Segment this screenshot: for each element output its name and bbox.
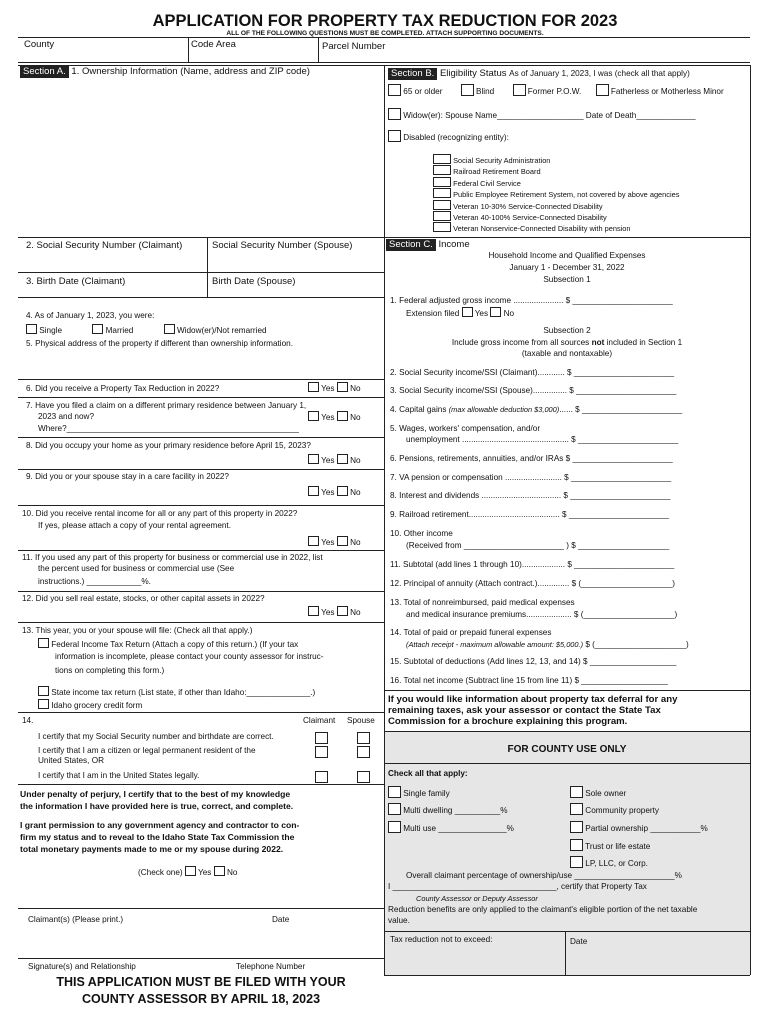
line-1-agi[interactable]: 1. Federal adjusted gross income ...................... $ ______________________ — [390, 296, 673, 305]
q10-label-1: 10. Did you receive rental income for all or any part of this property in 2022? — [22, 509, 298, 518]
q7-yes-no[interactable]: Yes No — [308, 411, 361, 423]
grant-1: I grant permission to any government agency and contractor to con- — [20, 820, 300, 830]
line-16[interactable]: 16. Total net income (Subtract line 15 from line 11) $ ___________________ — [390, 676, 668, 685]
grant-3: total monetary payments made to me or my spouse during 2022. — [20, 844, 284, 854]
parcel-number-field[interactable]: Parcel Number — [322, 41, 386, 52]
q11-label-2: the percent used for business or commercial use (See — [38, 564, 235, 573]
assessor-label: County Assessor or Deputy Assessor — [416, 894, 538, 903]
cert-citizen-claimant-checkbox[interactable] — [315, 743, 328, 761]
line-10b[interactable]: (Received from ______________________ ) $ ____________________ — [406, 541, 670, 550]
grant-check-one[interactable]: (Check one) Yes No — [138, 868, 238, 877]
ssn-claimant-label: 2. Social Security Number (Claimant) — [26, 240, 183, 251]
q7-label-1: 7. Have you filed a claim on a different primary residence between January 1, — [26, 401, 307, 410]
code-area-field[interactable]: Code Area — [191, 39, 236, 50]
line-14a: 14. Total of paid or prepaid funeral expenses — [390, 628, 552, 637]
cert-citizen-spouse-checkbox[interactable] — [357, 743, 370, 761]
spouse-col-header: Spouse — [347, 716, 375, 725]
footer-line-1: THIS APPLICATION MUST BE FILED WITH YOUR — [56, 975, 346, 989]
overall-percentage[interactable]: Overall claimant percentage of ownership/use ______________________% — [406, 871, 682, 880]
subsection-1: Subsection 1 — [543, 275, 591, 284]
multi-dwelling-option[interactable]: Multi dwelling __________% — [388, 803, 508, 816]
single-checkbox[interactable] — [26, 324, 37, 334]
section-b-header: Section B. Eligibility Status As of January 1, 2023, I was (check all that apply) — [388, 68, 690, 80]
widow-row[interactable]: Widow(er): Spouse Name___________________ Date of Death_____________ — [388, 108, 696, 121]
q12-label: 12. Did you sell real estate, stocks, or other capital assets in 2022? — [22, 594, 265, 603]
disabled-row[interactable]: Disabled (recognizing entity): — [388, 130, 509, 143]
line-10a: 10. Other income — [390, 529, 453, 538]
trust-option[interactable]: Trust or life estate — [570, 839, 650, 852]
community-property-option[interactable]: Community property — [570, 803, 659, 816]
line-11[interactable]: 11. Subtotal (add lines 1 through 10)................... $ ______________________ — [390, 560, 675, 569]
line-9[interactable]: 9. Railroad retirement........................................ $ ______________________ — [390, 510, 669, 519]
partial-ownership-option[interactable]: Partial ownership ___________% — [570, 821, 708, 834]
blind-checkbox[interactable] — [461, 84, 474, 96]
q11-label-1: 11. If you used any part of this property for business or commercial use in 2022, list — [22, 553, 323, 562]
q6-label: 6. Did you receive a Property Tax Reduction in 2022? — [26, 384, 220, 393]
reduction-note-2: value. — [388, 916, 410, 925]
q5-label: 5. Physical address of the property if different than ownership information. — [26, 339, 293, 348]
footer-line-2: COUNTY ASSESSOR BY APRIL 18, 2023 — [81, 992, 321, 1006]
claimant-date-label: Date — [272, 915, 290, 924]
q13-grocery[interactable]: Idaho grocery credit form — [38, 699, 142, 711]
line-5b[interactable]: unemployment ............................................... $ ______________________ — [406, 435, 679, 444]
line-15[interactable]: 15. Subtotal of deductions (Add lines 12, 13, and 14) $ ___________________ — [390, 657, 677, 666]
penalty-1: Under penalty of perjury, I certify that to the best of my knowledge — [20, 789, 291, 799]
signature-label: Signature(s) and Relationship — [28, 962, 136, 971]
ssn-spouse-label: Social Security Number (Spouse) — [212, 240, 353, 251]
telephone-label: Telephone Number — [236, 962, 306, 971]
q9-label: 9. Did you or your spouse stay in a care facility in 2022? — [26, 472, 229, 481]
multi-use-option[interactable]: Multi use _______________% — [388, 821, 514, 834]
fatherless-checkbox[interactable] — [596, 84, 609, 96]
section-c-header: Section C. Income — [386, 239, 470, 251]
county-field[interactable]: County — [24, 39, 55, 50]
line-14b[interactable]: (Attach receipt - maximum allowable amount: $5,000.) $ (____________________) — [406, 640, 689, 649]
q8-label: 8. Did you occupy your home as your primary residence before April 15, 2023? — [26, 441, 311, 450]
claimants-print-label: Claimant(s) (Please print.) — [28, 915, 124, 924]
llc-option[interactable]: LP, LLC, or Corp. — [570, 856, 648, 869]
line-7[interactable]: 7. VA pension or compensation ......................... $ ______________________ — [390, 473, 672, 482]
disability-entity-list: Social Security Administration Railroad Retirement Board Federal Civil Service Public Employee Retirement System, not covered by above agencies Veteran 10-30% Service-Connected Disability Veteran 40-100% Service-Connected Disability Veteran Nonservice-Connected Disability with pension — [433, 154, 679, 234]
married-checkbox[interactable] — [92, 324, 103, 334]
q10-yes-no[interactable]: Yes No — [308, 536, 361, 548]
claimant-col-header: Claimant — [303, 716, 336, 725]
cert-ssn: I certify that my Social Security number and birthdate are correct. — [38, 732, 274, 741]
assessor-certify-line[interactable]: I ____________________________________, certify that Property Tax — [388, 882, 647, 891]
birthdate-spouse-label: Birth Date (Spouse) — [212, 276, 296, 287]
subsection-2-desc: Include gross income from all sources not included in Section 1 — [451, 338, 683, 347]
form-subtitle: ALL OF THE FOLLOWING QUESTIONS MUST BE COMPLETED. ATTACH SUPPORTING DOCUMENTS. — [226, 30, 544, 37]
q9-yes-no[interactable]: Yes No — [308, 486, 361, 498]
cert-legal: I certify that I am in the United States legally. — [38, 771, 200, 780]
widow-checkbox[interactable] — [164, 324, 175, 334]
q6-yes-no[interactable]: Yes No — [308, 382, 361, 394]
q13-federal-note-1: information is incomplete, please contact your county assessor for instruc- — [55, 652, 324, 661]
cert-citizen-2: United States, OR — [38, 756, 104, 765]
q13-label: 13. This year, you or your spouse will file: (Check all that apply.) — [22, 626, 253, 635]
line-13a: 13. Total of nonreimbursed, paid medical expenses — [390, 598, 575, 607]
line-4[interactable]: 4. Capital gains (max allowable deduction $3,000)...... $ ______________________ — [390, 405, 683, 414]
household-income-heading: Household Income and Qualified Expenses — [488, 251, 646, 260]
sole-owner-option[interactable]: Sole owner — [570, 786, 626, 799]
reduction-note-1: Reduction benefits are only applied to the claimant's eligible portion of the net taxable — [388, 905, 698, 914]
county-date[interactable]: Date — [570, 937, 588, 946]
line-13b[interactable]: and medical insurance premiums.................... $ (____________________) — [406, 610, 678, 619]
county-use-title: FOR COUNTY USE ONLY — [507, 744, 627, 755]
line-3[interactable]: 3. Social Security income/SSI (Spouse)............... $ ______________________ — [390, 386, 677, 395]
section-a-header: Section A. 1. Ownership Information (Name, address and ZIP code) — [20, 66, 310, 78]
q13-federal[interactable]: Federal Income Tax Return (Attach a copy of this return.) (If your tax — [38, 638, 298, 650]
birthdate-claimant-label: 3. Birth Date (Claimant) — [26, 276, 126, 287]
county-check-all: Check all that apply: — [388, 769, 468, 778]
line-6[interactable]: 6. Pensions, retirements, annuities, and/or IRAs $ ______________________ — [390, 454, 673, 463]
eligibility-row-1: 65 or older Blind Former P.O.W. Fatherless or Motherless Minor — [388, 84, 724, 97]
q14-label: 14. — [22, 716, 34, 725]
q13-federal-note-2: tions on completing this form.) — [55, 666, 165, 675]
q8-yes-no[interactable]: Yes No — [308, 454, 361, 466]
tax-reduction-limit[interactable]: Tax reduction not to exceed: — [390, 935, 493, 944]
q4-label: 4. As of January 1, 2023, you were: — [26, 311, 155, 320]
extension-filed[interactable]: Extension filed Yes No — [406, 309, 515, 318]
q12-yes-no[interactable]: Yes No — [308, 606, 361, 618]
line-8[interactable]: 8. Interest and dividends ................................... $ ______________________ — [390, 491, 671, 500]
deferral-note-3: Commission for a brochure explaining this program. — [388, 716, 628, 727]
grant-2: firm my status and to reveal to the Idaho State Tax Commission the — [20, 832, 295, 842]
q4-options: Single Married Widow(er)/Not remarried — [26, 324, 267, 336]
pow-checkbox[interactable] — [513, 84, 526, 96]
age-65-checkbox[interactable] — [388, 84, 401, 96]
penalty-2: the information I have provided here is true, correct, and complete. — [20, 801, 294, 811]
q13-state[interactable]: State income tax return (List state, if other than Idaho:______________.) — [38, 686, 315, 698]
line-12[interactable]: 12. Principal of annuity (Attach contract.).............. $ (____________________) — [390, 579, 675, 588]
income-period: January 1 - December 31, 2022 — [509, 263, 625, 272]
deferral-note-2: remaining taxes, ask your assessor or contact the State Tax — [388, 705, 661, 716]
q11-percent[interactable]: instructions.) ____________%. — [38, 577, 151, 586]
subsection-2-note: (taxable and nontaxable) — [521, 349, 613, 358]
q7-where[interactable]: Where?___________________________________________________ — [38, 424, 299, 433]
line-5a: 5. Wages, workers' compensation, and/or — [390, 424, 541, 433]
cert-citizen-1: I certify that I am a citizen or legal permanent resident of the — [38, 746, 256, 755]
subsection-2: Subsection 2 — [543, 326, 591, 335]
q7-label-2: 2023 and now? — [38, 412, 94, 421]
deferral-note-1: If you would like information about property tax deferral for any — [388, 694, 678, 705]
form-title: APPLICATION FOR PROPERTY TAX REDUCTION FOR 2023 — [152, 12, 618, 30]
q10-label-2: If yes, please attach a copy of your rental agreement. — [38, 521, 231, 530]
single-family-option[interactable]: Single family — [388, 786, 450, 799]
line-2[interactable]: 2. Social Security income/SSI (Claimant)............ $ ______________________ — [390, 368, 675, 377]
